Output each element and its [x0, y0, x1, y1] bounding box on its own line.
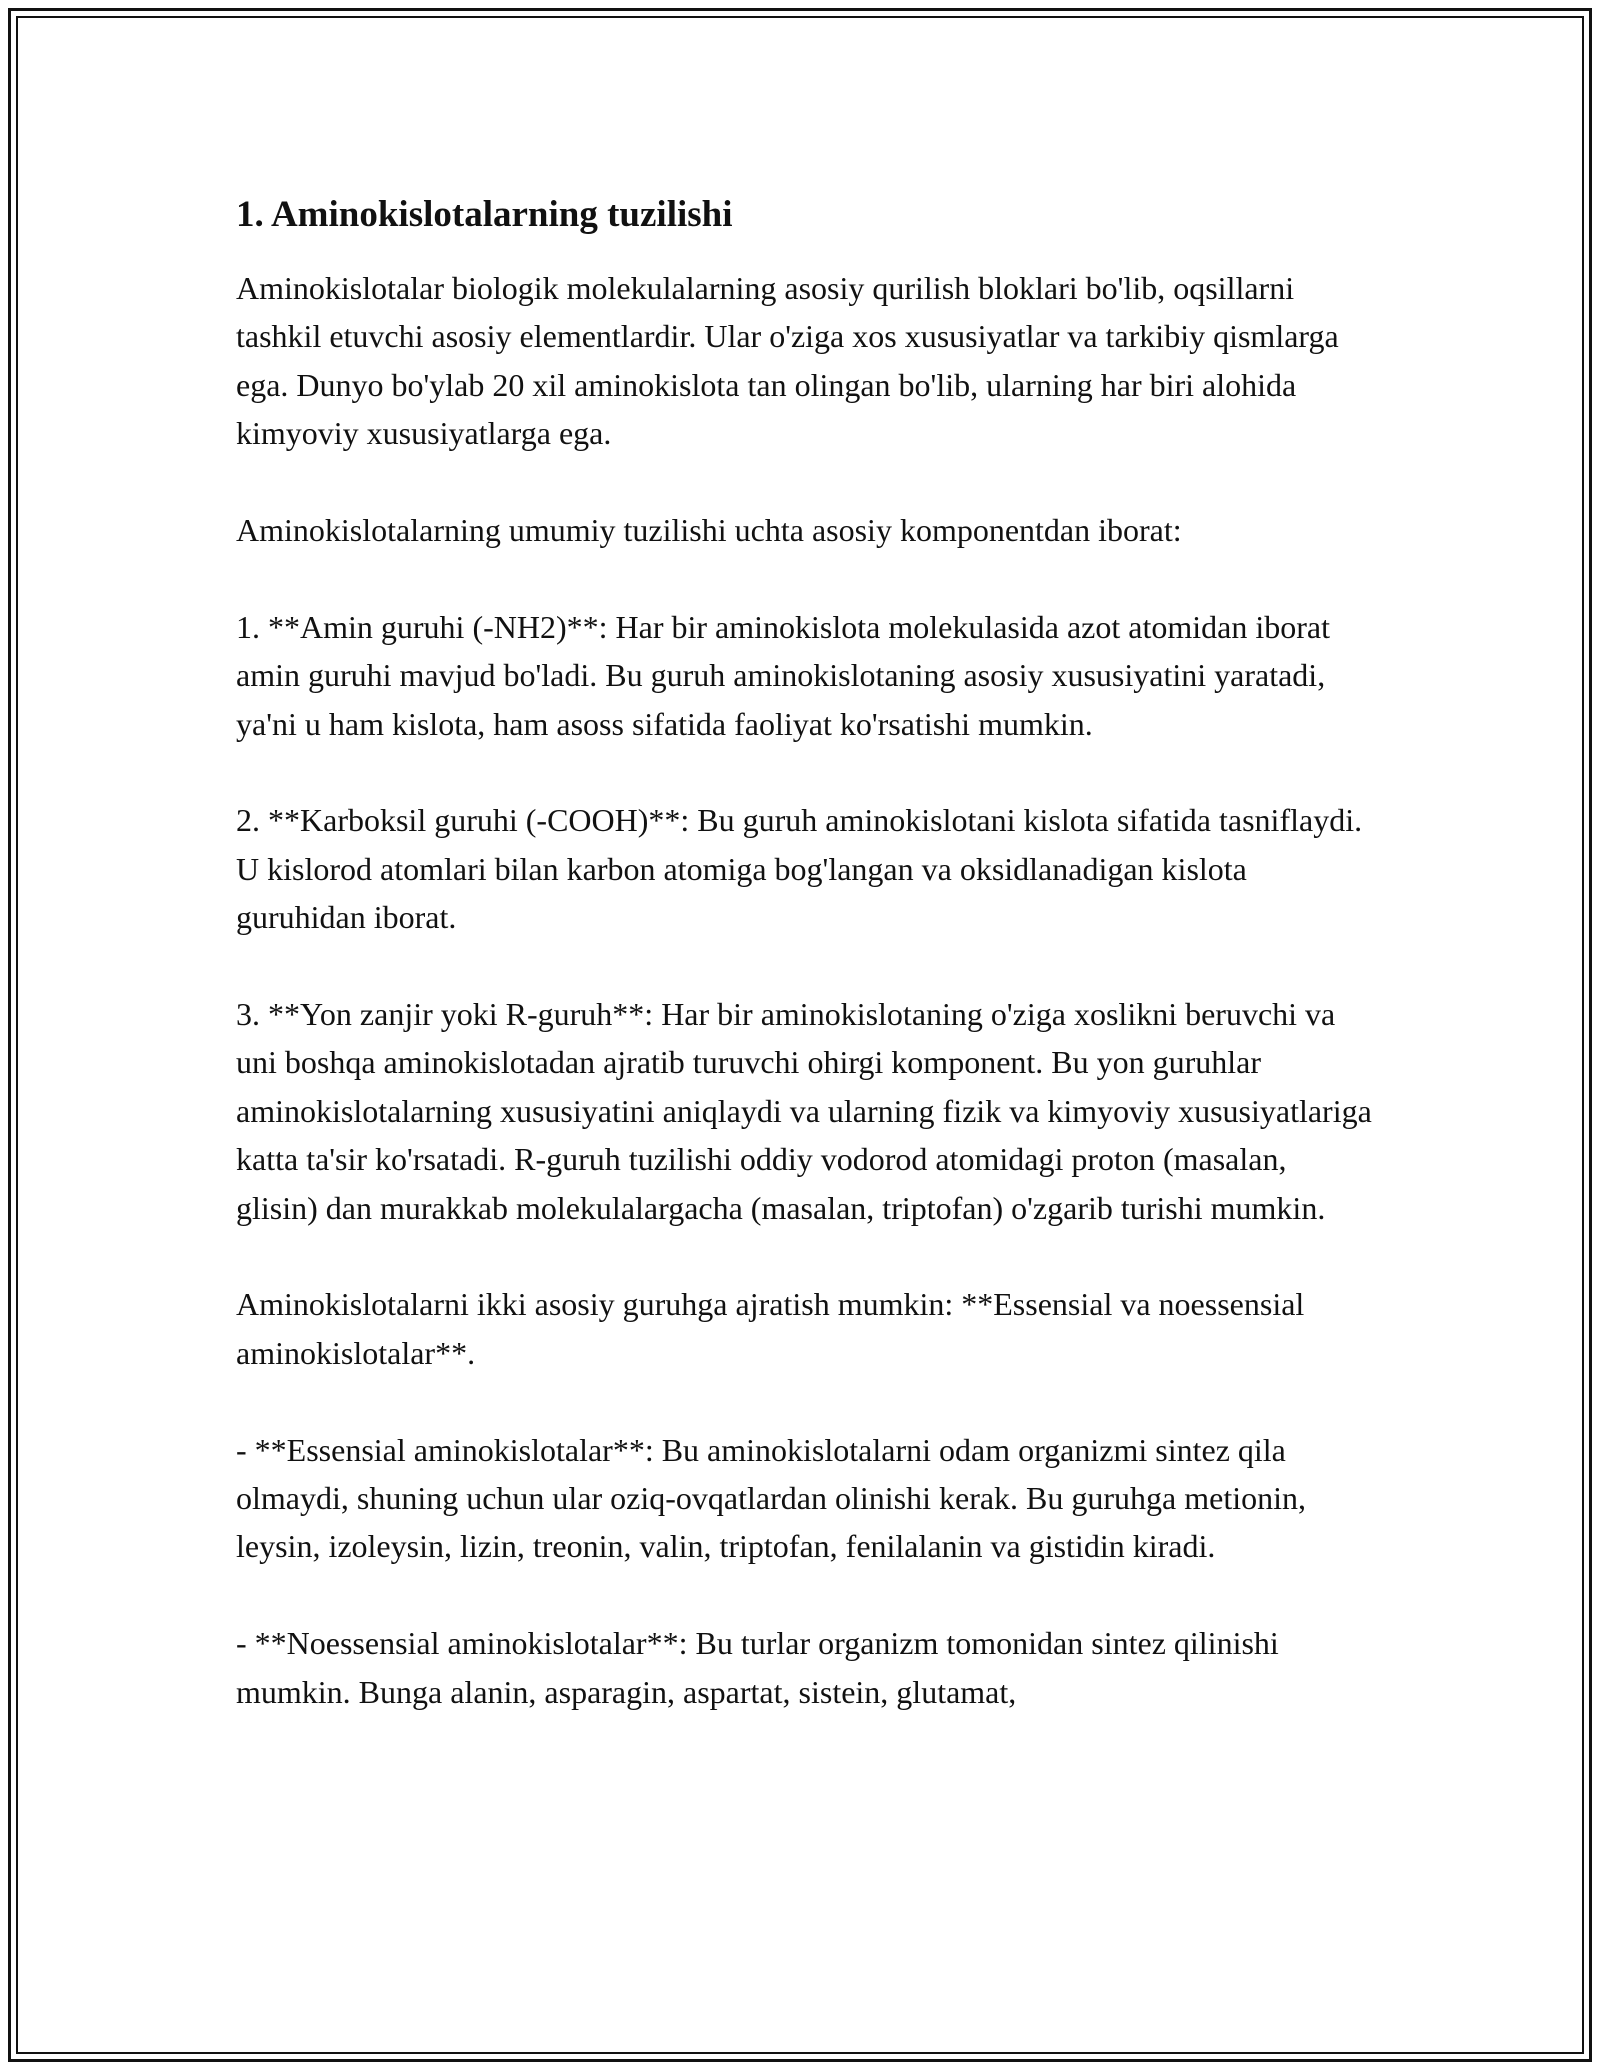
essential-aminoacids-paragraph: - **Essensial aminokislotalar**: Bu aminokislotalarni odam organizmi sintez qila olmaydi, shuning uchun ular oziq-ovqatlardan olinishi kerak. Bu guruhga metionin, leysin, izoleysin, lizin, treonin, valin, triptofan, fenilalanin va gistidin kiradi.	[236, 1431, 1307, 1565]
section-title: 1. Aminokislotalarning tuzilishi	[236, 194, 733, 235]
nonessential-aminoacids-paragraph: - **Noessensial aminokislotalar**: Bu turlar organizm tomonidan sintez qilinishi mumkin. Bunga alanin, asparagin, aspartat, sistein, glutamat,	[236, 1625, 1279, 1710]
carboxyl-group-paragraph: 2. **Karboksil guruhi (-COOH)**: Bu guruh aminokislotani kislota sifatida tasniflaydi. U kislorod atomlari bilan karbon atomiga bog'langan va oksidlanadigan kislota guruhidan iborat.	[236, 802, 1363, 936]
structure-intro-paragraph: Aminokislotalarning umumiy tuzilishi uchta asosiy komponentdan iborat:	[236, 512, 1182, 549]
amine-group-paragraph: 1. **Amin guruhi (-NH2)**: Har bir aminokislota molekulasida azot atomidan iborat amin guruhi mavjud bo'ladi. Bu guruh aminokislotaning asosiy xususiyatini yaratadi, ya'ni u ham kislota, ham asoss sifatida faoliyat ko'rsatishi mumkin.	[236, 608, 1330, 742]
r-group-paragraph: 3. **Yon zanjir yoki R-guruh**: Har bir aminokislotaning o'ziga xoslikni beruvchi va uni boshqa aminokislotadan ajratib turuvchi ohirgi komponent. Bu yon guruhlar aminokislotalarning xususiyatini aniqlaydi va ularning fizik va kimyoviy xususiyatlariga katta ta'sir ko'rsatadi. R-guruh tuzilishi oddiy vodorod atomidagi proton (masalan, glisin) dan murakkab molekulalargacha (masalan, triptofan) o'zgarib turishi mumkin.	[236, 996, 1372, 1226]
intro-paragraph: Aminokislotalar biologik molekulalarning asosiy qurilish bloklari bo'lib, oqsillarni tashkil etuvchi asosiy elementlardir. Ular o'ziga xos xususiyatlar va tarkibiy qismlarga ega. Dunyo bo'ylab 20 xil aminokislota tan olingan bo'lib, ularning har biri alohida kimyoviy xususiyatlarga ega.	[236, 270, 1339, 452]
document-body	[236, 188, 1376, 1764]
classification-paragraph: Aminokislotalarni ikki asosiy guruhga ajratish mumkin: **Essensial va noessensial aminokislotalar**.	[236, 1286, 1305, 1371]
